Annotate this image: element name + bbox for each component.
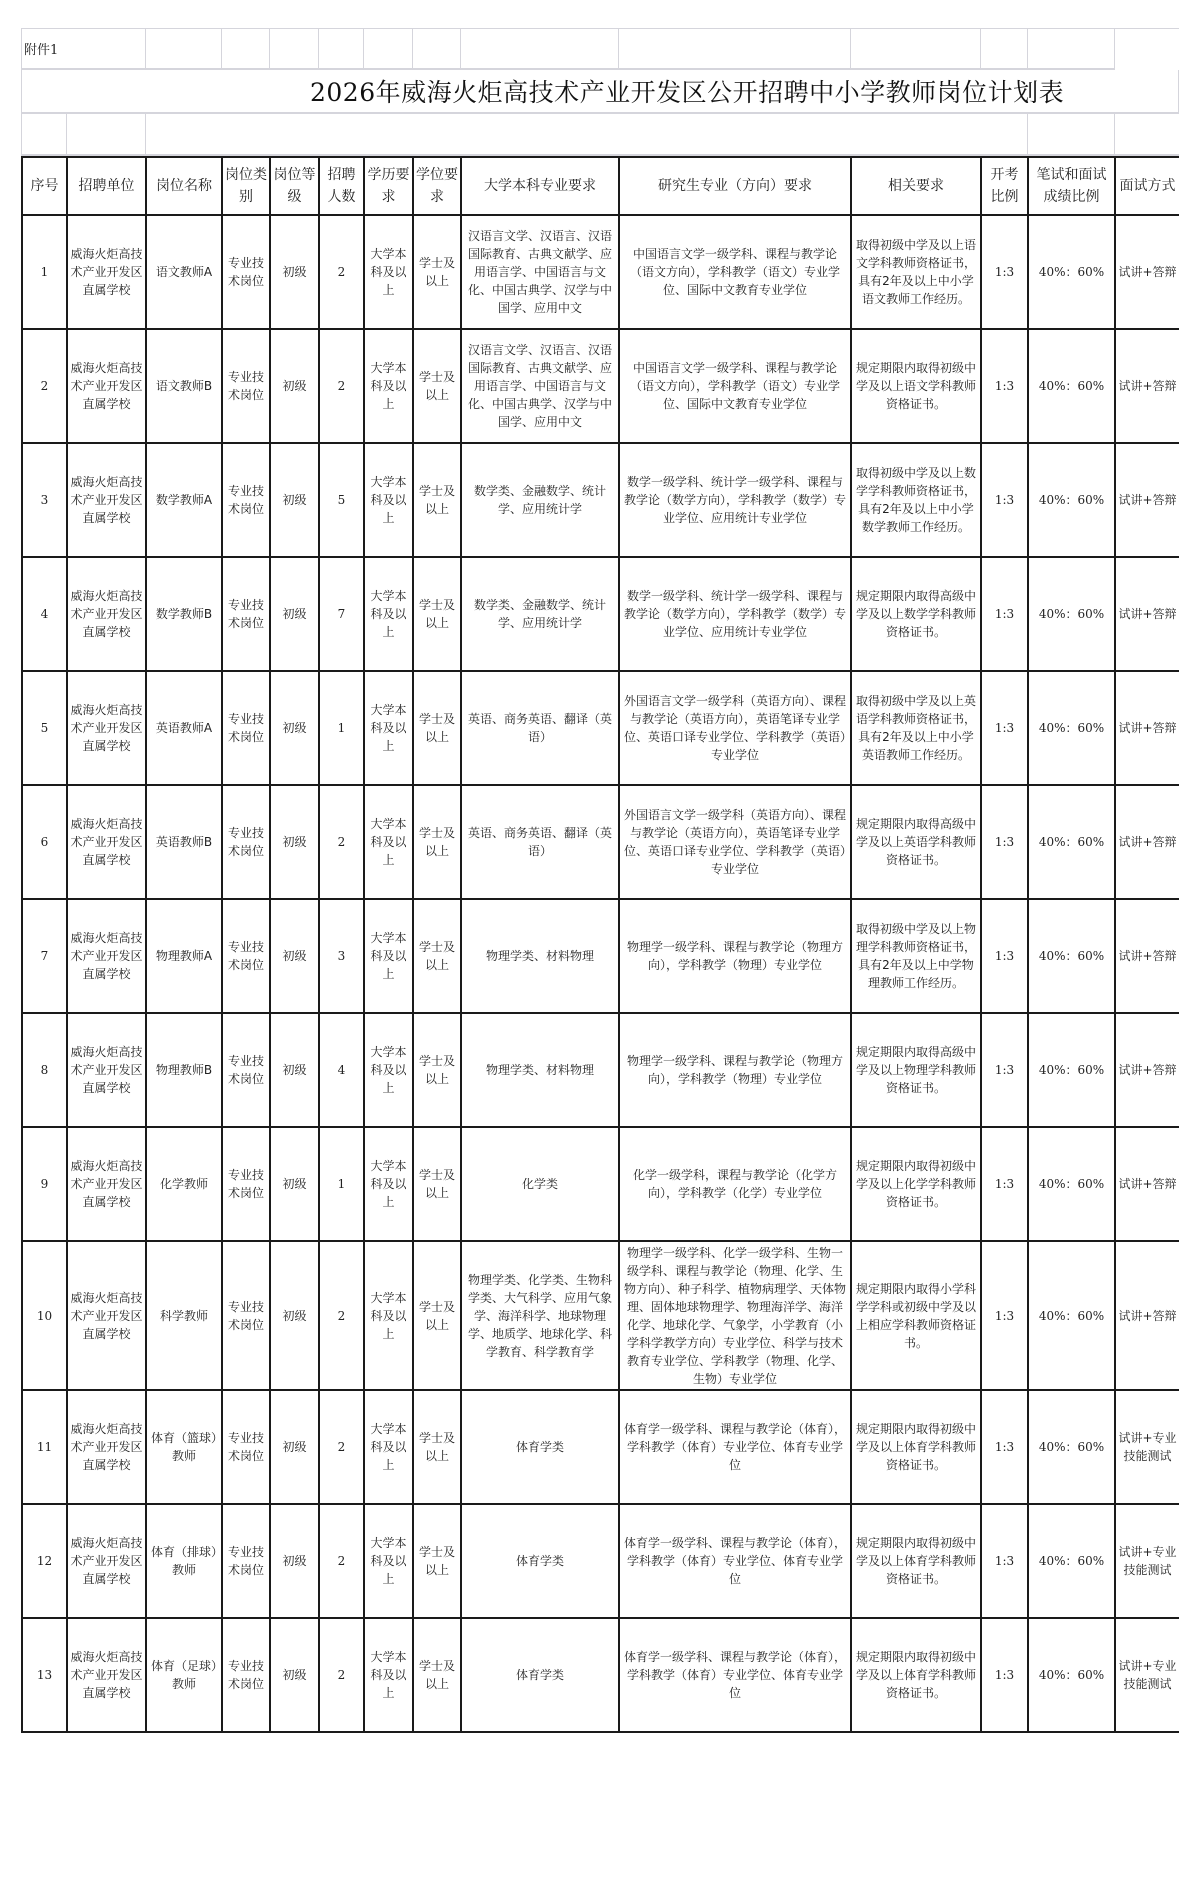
- cell-unit: 威海火炬高技术产业开发区直属学校: [67, 1127, 146, 1241]
- cell-requirements: 规定期限内取得高级中学及以上英语学科教师资格证书。: [851, 785, 981, 899]
- cell-level: 初级: [270, 443, 319, 557]
- attachment-label: 附件1: [22, 29, 146, 70]
- cell-education: 大学本科及以上: [364, 785, 413, 899]
- table-row: [22, 1618, 1179, 1732]
- cell-undergrad-major: 英语、商务英语、翻译（英语）: [461, 785, 619, 899]
- header-exam-ratio: 开考比例: [981, 157, 1028, 215]
- cell-no: 4: [22, 557, 67, 671]
- cell-undergrad-major: 体育学类: [461, 1618, 619, 1732]
- cell-grad-major: 中国语言文学一级学科、课程与教学论（语文方向），学科教学（语文）专业学位、国际中文教育专业学位: [619, 329, 851, 443]
- cell-unit: 威海火炬高技术产业开发区直属学校: [67, 557, 146, 671]
- table-row: [22, 785, 1179, 899]
- cell-grad-major: 化学一级学科，课程与教学论（化学方向），学科教学（化学）专业学位: [619, 1127, 851, 1241]
- table-row: [22, 1127, 1179, 1241]
- cell-grad-major: 数学一级学科、统计学一级学科、课程与教学论（数学方向），学科教学（数学）专业学位、应用统计专业学位: [619, 557, 851, 671]
- cell-grad-major: 中国语言文学一级学科、课程与教学论（语文方向），学科教学（语文）专业学位、国际中文教育专业学位: [619, 215, 851, 329]
- cell-unit: 威海火炬高技术产业开发区直属学校: [67, 1390, 146, 1504]
- header-degree: 学位要求: [413, 157, 461, 215]
- cell-exam-ratio: 1:3: [981, 1390, 1028, 1504]
- cell-score-ratio: 40%：60%: [1028, 899, 1115, 1013]
- cell-category: 专业技术岗位: [222, 1390, 270, 1504]
- cell-count: 1: [319, 671, 364, 785]
- cell-interview: 试讲+答辩: [1115, 1127, 1179, 1241]
- cell-interview: 试讲+答辩: [1115, 1241, 1179, 1390]
- blank-row: [21, 114, 1179, 156]
- header-no: 序号: [22, 157, 67, 215]
- cell-undergrad-major: 数学类、金融数学、统计学、应用统计学: [461, 443, 619, 557]
- cell-exam-ratio: 1:3: [981, 1127, 1028, 1241]
- cell-no: 9: [22, 1127, 67, 1241]
- cell-category: 专业技术岗位: [222, 1618, 270, 1732]
- cell-count: 4: [319, 1013, 364, 1127]
- cell-interview: 试讲+答辩: [1115, 215, 1179, 329]
- cell-no: 11: [22, 1390, 67, 1504]
- cell-category: 专业技术岗位: [222, 443, 270, 557]
- cell-undergrad-major: 物理学类、材料物理: [461, 1013, 619, 1127]
- cell-education: 大学本科及以上: [364, 671, 413, 785]
- cell-exam-ratio: 1:3: [981, 1013, 1028, 1127]
- cell-education: 大学本科及以上: [364, 557, 413, 671]
- cell-no: 1: [22, 215, 67, 329]
- cell-count: 2: [319, 1390, 364, 1504]
- cell-category: 专业技术岗位: [222, 671, 270, 785]
- cell-position: 英语教师B: [146, 785, 222, 899]
- cell-education: 大学本科及以上: [364, 1013, 413, 1127]
- table-row: [22, 1241, 1179, 1390]
- cell-requirements: 取得初级中学及以上数学学科教师资格证书，具有2年及以上中小学数学教师工作经历。: [851, 443, 981, 557]
- cell-exam-ratio: 1:3: [981, 671, 1028, 785]
- spreadsheet-page: [21, 28, 1179, 1733]
- cell-position: 语文教师A: [146, 215, 222, 329]
- cell-requirements: 规定期限内取得初级中学及以上化学学科教师资格证书。: [851, 1127, 981, 1241]
- cell-exam-ratio: 1:3: [981, 1504, 1028, 1618]
- cell-category: 专业技术岗位: [222, 1127, 270, 1241]
- cell-grad-major: 外国语言文学一级学科（英语方向）、课程与教学论（英语方向），英语笔译专业学位、英语口译专业学位、学科教学（英语）专业学位: [619, 671, 851, 785]
- cell-unit: 威海火炬高技术产业开发区直属学校: [67, 785, 146, 899]
- header-interview: 面试方式: [1115, 157, 1179, 215]
- cell-exam-ratio: 1:3: [981, 215, 1028, 329]
- cell-position: 物理教师A: [146, 899, 222, 1013]
- table-row: [22, 1013, 1179, 1127]
- header-position: 岗位名称: [146, 157, 222, 215]
- cell-count: 1: [319, 1127, 364, 1241]
- cell-no: 10: [22, 1241, 67, 1390]
- cell-requirements: 规定期限内取得初级中学及以上体育学科教师资格证书。: [851, 1390, 981, 1504]
- cell-interview: 试讲+答辩: [1115, 899, 1179, 1013]
- cell-grad-major: 物理学一级学科、化学一级学科、生物一级学科、课程与教学论（物理、化学、生物方向）、种子科学、植物病理学、天体物理、固体地球物理学、物理海洋学、海洋化学、地球化学、气象学，小学教育（小学科学教学方向）专业学位、科学与技术教育专业学位、学科教学（物理、化学、生物）专业学位: [619, 1241, 851, 1390]
- cell-requirements: 取得初级中学及以上语文学科教师资格证书，具有2年及以上中小学语文教师工作经历。: [851, 215, 981, 329]
- cell-count: 2: [319, 215, 364, 329]
- cell-requirements: 规定期限内取得初级中学及以上体育学科教师资格证书。: [851, 1618, 981, 1732]
- cell-exam-ratio: 1:3: [981, 443, 1028, 557]
- cell-interview: 试讲+答辩: [1115, 671, 1179, 785]
- cell-education: 大学本科及以上: [364, 329, 413, 443]
- cell-degree: 学士及以上: [413, 1390, 461, 1504]
- cell-score-ratio: 40%：60%: [1028, 671, 1115, 785]
- cell-no: 5: [22, 671, 67, 785]
- cell-undergrad-major: 化学类: [461, 1127, 619, 1241]
- header-grad-major: 研究生专业（方向）要求: [619, 157, 851, 215]
- cell-grad-major: 体育学一级学科、课程与教学论（体育），学科教学（体育）专业学位、体育专业学位: [619, 1618, 851, 1732]
- cell-category: 专业技术岗位: [222, 899, 270, 1013]
- cell-requirements: 规定期限内取得小学科学学科或初级中学及以上相应学科教师资格证书。: [851, 1241, 981, 1390]
- cell-score-ratio: 40%：60%: [1028, 329, 1115, 443]
- cell-unit: 威海火炬高技术产业开发区直属学校: [67, 443, 146, 557]
- cell-undergrad-major: 汉语言文学、汉语言、汉语国际教育、古典文献学、应用语言学、中国语言与文化、中国古典学、汉学与中国学、应用中文: [461, 329, 619, 443]
- cell-education: 大学本科及以上: [364, 1390, 413, 1504]
- cell-degree: 学士及以上: [413, 1504, 461, 1618]
- cell-category: 专业技术岗位: [222, 1241, 270, 1390]
- cell-interview: 试讲+答辩: [1115, 785, 1179, 899]
- cell-exam-ratio: 1:3: [981, 1618, 1028, 1732]
- header-score-ratio: 笔试和面试成绩比例: [1028, 157, 1115, 215]
- cell-education: 大学本科及以上: [364, 899, 413, 1013]
- cell-requirements: 取得初级中学及以上物理学科教师资格证书，具有2年及以上中学物理教师工作经历。: [851, 899, 981, 1013]
- cell-score-ratio: 40%：60%: [1028, 1013, 1115, 1127]
- cell-unit: 威海火炬高技术产业开发区直属学校: [67, 671, 146, 785]
- cell-grad-major: 外国语言文学一级学科（英语方向）、课程与教学论（英语方向），英语笔译专业学位、英语口译专业学位、学科教学（英语）专业学位: [619, 785, 851, 899]
- cell-level: 初级: [270, 785, 319, 899]
- cell-exam-ratio: 1:3: [981, 329, 1028, 443]
- cell-score-ratio: 40%：60%: [1028, 1241, 1115, 1390]
- cell-category: 专业技术岗位: [222, 1013, 270, 1127]
- cell-interview: 试讲+答辩: [1115, 1013, 1179, 1127]
- cell-position: 英语教师A: [146, 671, 222, 785]
- cell-score-ratio: 40%：60%: [1028, 215, 1115, 329]
- cell-position: 物理教师B: [146, 1013, 222, 1127]
- cell-unit: 威海火炬高技术产业开发区直属学校: [67, 1618, 146, 1732]
- cell-level: 初级: [270, 329, 319, 443]
- cell-exam-ratio: 1:3: [981, 899, 1028, 1013]
- cell-degree: 学士及以上: [413, 443, 461, 557]
- cell-undergrad-major: 体育学类: [461, 1390, 619, 1504]
- cell-count: 3: [319, 899, 364, 1013]
- cell-education: 大学本科及以上: [364, 1618, 413, 1732]
- cell-grad-major: 体育学一级学科、课程与教学论（体育），学科教学（体育）专业学位、体育专业学位: [619, 1390, 851, 1504]
- cell-no: 13: [22, 1618, 67, 1732]
- table-row: [22, 1504, 1179, 1618]
- cell-undergrad-major: 英语、商务英语、翻译（英语）: [461, 671, 619, 785]
- cell-level: 初级: [270, 899, 319, 1013]
- cell-degree: 学士及以上: [413, 1618, 461, 1732]
- cell-education: 大学本科及以上: [364, 215, 413, 329]
- cell-position: 数学教师A: [146, 443, 222, 557]
- cell-level: 初级: [270, 1241, 319, 1390]
- cell-degree: 学士及以上: [413, 1241, 461, 1390]
- cell-interview: 试讲+专业技能测试: [1115, 1504, 1179, 1618]
- cell-no: 6: [22, 785, 67, 899]
- header-education: 学历要求: [364, 157, 413, 215]
- header-undergrad-major: 大学本科专业要求: [461, 157, 619, 215]
- table-row: [22, 329, 1179, 443]
- cell-interview: 试讲+专业技能测试: [1115, 1618, 1179, 1732]
- cell-unit: 威海火炬高技术产业开发区直属学校: [67, 1013, 146, 1127]
- cell-no: 2: [22, 329, 67, 443]
- cell-degree: 学士及以上: [413, 899, 461, 1013]
- cell-no: 7: [22, 899, 67, 1013]
- cell-score-ratio: 40%：60%: [1028, 443, 1115, 557]
- cell-no: 3: [22, 443, 67, 557]
- cell-degree: 学士及以上: [413, 1127, 461, 1241]
- cell-exam-ratio: 1:3: [981, 557, 1028, 671]
- cell-undergrad-major: 物理学类、化学类、生物科学类、大气科学、应用气象学、海洋科学、地球物理学、地质学、地球化学、科学教育、科学教育学: [461, 1241, 619, 1390]
- cell-level: 初级: [270, 557, 319, 671]
- cell-count: 2: [319, 785, 364, 899]
- table-row: [22, 1390, 1179, 1504]
- cell-position: 体育（排球）教师: [146, 1504, 222, 1618]
- table-row: [22, 215, 1179, 329]
- attachment-row: [21, 28, 1179, 70]
- cell-position: 数学教师B: [146, 557, 222, 671]
- cell-count: 2: [319, 329, 364, 443]
- cell-category: 专业技术岗位: [222, 785, 270, 899]
- cell-education: 大学本科及以上: [364, 1241, 413, 1390]
- page-title: 2026年威海火炬高技术产业开发区公开招聘中小学教师岗位计划表: [310, 78, 1065, 107]
- cell-unit: 威海火炬高技术产业开发区直属学校: [67, 1504, 146, 1618]
- cell-level: 初级: [270, 671, 319, 785]
- header-requirements: 相关要求: [851, 157, 981, 215]
- cell-undergrad-major: 物理学类、材料物理: [461, 899, 619, 1013]
- table-row: [22, 899, 1179, 1013]
- cell-undergrad-major: 数学类、金融数学、统计学、应用统计学: [461, 557, 619, 671]
- cell-degree: 学士及以上: [413, 557, 461, 671]
- cell-count: 5: [319, 443, 364, 557]
- cell-unit: 威海火炬高技术产业开发区直属学校: [67, 329, 146, 443]
- cell-requirements: 规定期限内取得高级中学及以上数学学科教师资格证书。: [851, 557, 981, 671]
- header-level: 岗位等级: [270, 157, 319, 215]
- cell-grad-major: 物理学一级学科、课程与教学论（物理方向），学科教学（物理）专业学位: [619, 1013, 851, 1127]
- table-row: [22, 671, 1179, 785]
- cell-requirements: 规定期限内取得初级中学及以上语文学科教师资格证书。: [851, 329, 981, 443]
- cell-undergrad-major: 体育学类: [461, 1504, 619, 1618]
- cell-count: 2: [319, 1241, 364, 1390]
- cell-category: 专业技术岗位: [222, 329, 270, 443]
- cell-level: 初级: [270, 1618, 319, 1732]
- cell-position: 体育（足球）教师: [146, 1618, 222, 1732]
- cell-education: 大学本科及以上: [364, 1127, 413, 1241]
- cell-level: 初级: [270, 1013, 319, 1127]
- header-category: 岗位类别: [222, 157, 270, 215]
- cell-degree: 学士及以上: [413, 785, 461, 899]
- cell-grad-major: 体育学一级学科、课程与教学论（体育），学科教学（体育）专业学位、体育专业学位: [619, 1504, 851, 1618]
- cell-level: 初级: [270, 1390, 319, 1504]
- cell-interview: 试讲+答辩: [1115, 329, 1179, 443]
- cell-position: 语文教师B: [146, 329, 222, 443]
- cell-no: 8: [22, 1013, 67, 1127]
- cell-score-ratio: 40%：60%: [1028, 1618, 1115, 1732]
- cell-grad-major: 物理学一级学科、课程与教学论（物理方向），学科教学（物理）专业学位: [619, 899, 851, 1013]
- cell-position: 化学教师: [146, 1127, 222, 1241]
- table-header-row: [22, 157, 1179, 215]
- cell-score-ratio: 40%：60%: [1028, 557, 1115, 671]
- cell-interview: 试讲+答辩: [1115, 443, 1179, 557]
- cell-level: 初级: [270, 215, 319, 329]
- cell-grad-major: 数学一级学科、统计学一级学科、课程与教学论（数学方向），学科教学（数学）专业学位、应用统计专业学位: [619, 443, 851, 557]
- cell-interview: 试讲+专业技能测试: [1115, 1390, 1179, 1504]
- cell-education: 大学本科及以上: [364, 443, 413, 557]
- cell-category: 专业技术岗位: [222, 1504, 270, 1618]
- cell-count: 2: [319, 1618, 364, 1732]
- recruitment-plan-table: [21, 156, 1179, 1733]
- table-row: [22, 443, 1179, 557]
- cell-unit: 威海火炬高技术产业开发区直属学校: [67, 1241, 146, 1390]
- cell-score-ratio: 40%：60%: [1028, 1504, 1115, 1618]
- cell-requirements: 取得初级中学及以上英语学科教师资格证书，具有2年及以上中小学英语教师工作经历。: [851, 671, 981, 785]
- cell-count: 7: [319, 557, 364, 671]
- table-row: [22, 557, 1179, 671]
- header-unit: 招聘单位: [67, 157, 146, 215]
- cell-degree: 学士及以上: [413, 671, 461, 785]
- cell-undergrad-major: 汉语言文学、汉语言、汉语国际教育、古典文献学、应用语言学、中国语言与文化、中国古典学、汉学与中国学、应用中文: [461, 215, 619, 329]
- cell-no: 12: [22, 1504, 67, 1618]
- cell-position: 体育（篮球）教师: [146, 1390, 222, 1504]
- cell-degree: 学士及以上: [413, 1013, 461, 1127]
- cell-category: 专业技术岗位: [222, 215, 270, 329]
- cell-category: 专业技术岗位: [222, 557, 270, 671]
- cell-education: 大学本科及以上: [364, 1504, 413, 1618]
- cell-level: 初级: [270, 1504, 319, 1618]
- cell-degree: 学士及以上: [413, 329, 461, 443]
- cell-score-ratio: 40%：60%: [1028, 1390, 1115, 1504]
- cell-unit: 威海火炬高技术产业开发区直属学校: [67, 215, 146, 329]
- title-row: [21, 70, 1179, 114]
- cell-exam-ratio: 1:3: [981, 785, 1028, 899]
- cell-score-ratio: 40%：60%: [1028, 1127, 1115, 1241]
- cell-exam-ratio: 1:3: [981, 1241, 1028, 1390]
- cell-position: 科学教师: [146, 1241, 222, 1390]
- cell-requirements: 规定期限内取得高级中学及以上物理学科教师资格证书。: [851, 1013, 981, 1127]
- cell-interview: 试讲+答辩: [1115, 557, 1179, 671]
- cell-score-ratio: 40%：60%: [1028, 785, 1115, 899]
- cell-unit: 威海火炬高技术产业开发区直属学校: [67, 899, 146, 1013]
- cell-degree: 学士及以上: [413, 215, 461, 329]
- cell-level: 初级: [270, 1127, 319, 1241]
- cell-requirements: 规定期限内取得初级中学及以上体育学科教师资格证书。: [851, 1504, 981, 1618]
- header-count: 招聘人数: [319, 157, 364, 215]
- cell-count: 2: [319, 1504, 364, 1618]
